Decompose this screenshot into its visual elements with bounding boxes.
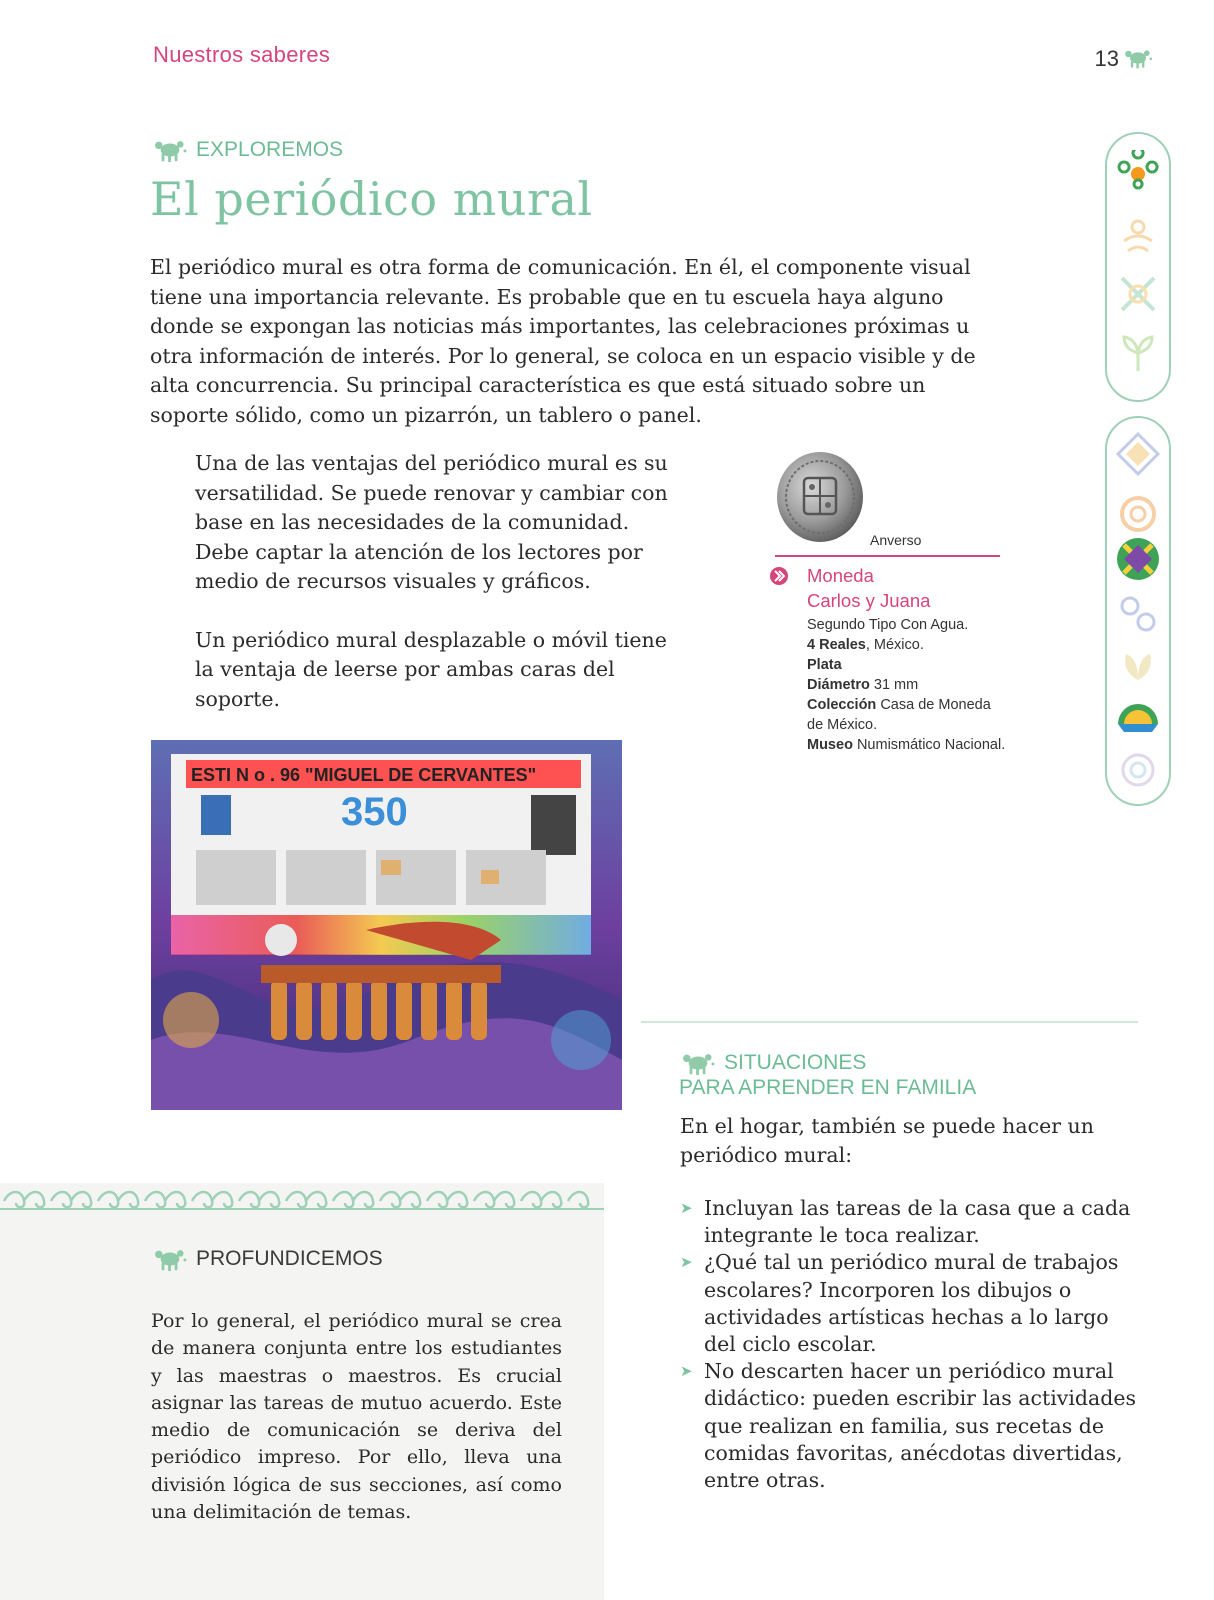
ejes-articuladores-icon [1114, 746, 1162, 794]
family-list [680, 1195, 1140, 1494]
coin-title-line: Carlos y Juana [807, 590, 931, 611]
section-label-text: SITUACIONES [724, 1051, 867, 1074]
campos-formativos-icon [1114, 329, 1162, 377]
family-intro: En el hogar, también se puede hacer un periódico mural: [680, 1114, 1094, 1167]
coin-value [807, 635, 1007, 655]
coin-museum [807, 735, 1007, 755]
coin-value-label: 4 Reales [807, 637, 866, 653]
coin-collection-label: Colección [807, 697, 877, 713]
coin-collection-value: Casa de Moneda de México. [807, 697, 991, 733]
section-label-text: EXPLOREMOS [196, 138, 344, 161]
coin-metal-label: Plata [807, 657, 842, 673]
mural-badge-number: 350 [341, 790, 408, 834]
body-paragraph: Un periódico mural desplazable o móvil tiene la ventaja de leerse por ambas caras del soporte. [195, 627, 667, 711]
coin-museum-label: Museo [807, 737, 853, 753]
glyph-deco-icon [150, 1245, 190, 1273]
coin-diameter-value: 31 mm [869, 677, 919, 693]
coin-title-line: Moneda [807, 565, 874, 586]
coin-divider [775, 555, 1000, 557]
list-item: ➤ No descarten hacer un periódico mural didáctico: pueden escribir las actividades que realizan en familia, sus recetas de comidas favoritas, anécdotas divertidas, entre otras. [680, 1358, 1140, 1494]
list-item: ➤ ¿Qué tal un periódico mural de trabajos escolares? Incorporen los dibujos o actividades artísticas hechas a lo largo del ciclo escolar. [680, 1249, 1140, 1358]
mural-photo [151, 740, 622, 1110]
section-label-profundicemos [150, 1245, 383, 1273]
page-title: El periódico mural [150, 172, 593, 226]
campos-formativos-icon [1114, 211, 1162, 259]
ornamental-border [0, 1183, 604, 1211]
coin-diameter-label: Diámetro [807, 677, 870, 693]
running-head: Nuestros saberes [153, 42, 331, 67]
mural-banner-text: ESTI N o . 96 "MIGUEL DE CERVANTES" [191, 765, 537, 785]
glyph-deco-icon [150, 136, 190, 164]
section-label-exploremos [150, 136, 343, 164]
intro-paragraph: El periódico mural es otra forma de comunicación. En él, el componente visual tiene una importancia relevante. Es probable que en tu escuela haya alguno donde se expongan las noticias más importantes, las celebraciones próximas u otra información de interés. Por lo general, se coloca en un espacio visible y de alta concurrencia. Su principal característica es que está situado sobre un soporte sólido, como un pizarrón, un tablero o panel. [150, 255, 976, 427]
coin-value-rest: , México. [865, 637, 924, 653]
coin-details [807, 615, 1007, 755]
ejes-articuladores-icon [1114, 535, 1162, 583]
body-column [195, 449, 685, 714]
section-label-text: PARA APRENDER EN FAMILIA [679, 1076, 977, 1099]
coin-type: Segundo Tipo Con Agua. [807, 617, 969, 633]
campos-formativos-icon [1114, 150, 1162, 198]
page-number: 13 [1094, 46, 1119, 71]
ejes-articuladores-icon [1114, 640, 1162, 688]
ejes-articuladores-icon [1114, 694, 1162, 742]
body-paragraph: Una de las ventajas del periódico mural es su versatilidad. Se puede renovar y cambiar con base en las necesidades de la comunidad. Debe captar la atención de los lectores por medio de recursos visuales y gráficos. [195, 451, 668, 593]
ejes-articuladores-icon [1114, 430, 1162, 478]
coin-info [807, 563, 1007, 755]
chevron-right-icon [769, 566, 789, 586]
section-label-familia-line2 [679, 1076, 976, 1100]
glyph-deco-icon [1122, 44, 1154, 72]
coin-collection [807, 695, 1007, 735]
coin-image [775, 450, 865, 544]
section-label-text: PROFUNDICEMOS [196, 1247, 383, 1270]
profundicemos-text: Por lo general, el periódico mural se crea de manera conjunta entre los estudiantes y las maestras o maestros. Es crucial asignar las tareas de mutuo acuerdo. Este medio de comunicación se deriva del periódico impreso. Por ello, lleva una división lógica de sus secciones, así como una delimitación de temas. [151, 1310, 562, 1524]
section-label-familia [678, 1049, 866, 1077]
campos-formativos-icon [1114, 270, 1162, 318]
list-item: ➤ Incluyan las tareas de la casa que a cada integrante le toca realizar. [680, 1195, 1140, 1249]
ejes-articuladores-icon [1114, 590, 1162, 638]
coin-caption: Anverso [870, 532, 922, 548]
section-divider [641, 1021, 1138, 1023]
coin-museum-value: Numismático Nacional. [852, 737, 1006, 753]
coin-diameter [807, 675, 1007, 695]
coin-metal [807, 655, 1007, 675]
coin-title [807, 563, 1007, 613]
glyph-deco-icon [678, 1049, 718, 1077]
ejes-articuladores-icon [1114, 490, 1162, 538]
